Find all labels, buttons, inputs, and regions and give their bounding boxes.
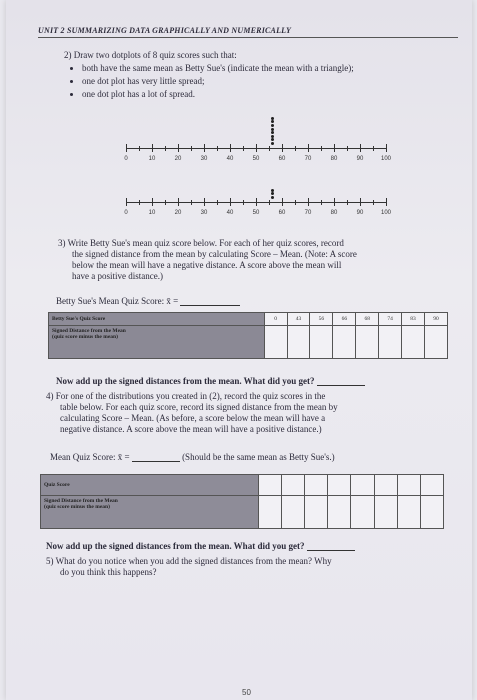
axis-tick-label: 80 [330, 156, 338, 162]
axis-tick-label: 10 [148, 156, 156, 162]
axis-tick-label: 50 [252, 156, 260, 162]
score-cell: 0 [264, 313, 287, 326]
bullet-1: • both have the same mean as Betty Sue's (indicate the mean with a triangle); [82, 63, 444, 74]
axis-minor-tick [165, 200, 166, 205]
score-cell: 68 [356, 313, 379, 326]
score-cell[interactable] [305, 475, 328, 496]
axis-tick-label: 100 [380, 156, 392, 162]
axis-tick [178, 198, 179, 206]
dotplot-dot [271, 192, 274, 195]
distance-cell[interactable] [374, 496, 397, 529]
distance-cell[interactable] [333, 326, 356, 359]
quiz-score-table [40, 474, 444, 529]
axis-tick-label: 30 [200, 156, 208, 162]
score-cell[interactable] [258, 475, 281, 496]
axis-tick [126, 198, 127, 206]
add-up-blank-1[interactable] [317, 377, 365, 386]
question-5 [46, 556, 444, 578]
axis-tick [126, 144, 127, 152]
axis-tick-label: 0 [124, 156, 128, 162]
question-2-prompt: 2) Draw two dotplots of 8 quiz scores such that: [64, 50, 237, 60]
distance-cell[interactable] [356, 326, 379, 359]
row-header-quiz-score: Betty Sue's Quiz Score [49, 313, 265, 326]
betty-mean-label: Betty Sue's Mean Quiz Score: x̄ = [56, 296, 179, 306]
axis-minor-tick [243, 200, 244, 205]
axis-tick [334, 144, 335, 152]
dotplot-dot [271, 124, 274, 127]
axis-tick-label: 70 [304, 210, 312, 216]
distance-cell[interactable] [397, 496, 420, 529]
axis-minor-tick [243, 146, 244, 151]
axis-tick-label: 90 [356, 210, 364, 216]
dotplot-dot [271, 142, 274, 145]
question-4-first: 4) For one of the distributions you created in (2), record the quiz scores in the [46, 391, 326, 401]
add-up-prompt-2 [46, 541, 355, 551]
axis-tick [360, 198, 361, 206]
score-cell[interactable] [351, 475, 374, 496]
axis-tick-label: 30 [200, 210, 208, 216]
axis-tick [152, 144, 153, 152]
score-cell[interactable] [397, 475, 420, 496]
question-4-line-3: negative distance. A score above the mean will have a positive distance.) [60, 424, 322, 434]
axis-tick [256, 144, 257, 152]
axis-tick [230, 198, 231, 206]
axis-tick-label: 90 [356, 156, 364, 162]
table-row [49, 313, 448, 326]
distance-cell[interactable] [420, 496, 443, 529]
axis-tick [152, 198, 153, 206]
dotplot-dot [271, 138, 274, 141]
axis-tick [386, 198, 387, 206]
dotplot-little-spread [116, 126, 396, 166]
question-3-line-1: the signed distance from the mean by calculating Score – Mean. (Note: A score [72, 249, 357, 259]
axis-minor-tick [295, 146, 296, 151]
score-cell[interactable] [281, 475, 304, 496]
axis-tick-label: 80 [330, 210, 338, 216]
dotplot-dot [271, 196, 274, 199]
distance-cell[interactable] [402, 326, 425, 359]
axis-minor-tick [165, 146, 166, 151]
row-header-quiz-score: Quiz Score [41, 475, 259, 496]
row-header-subtitle: (quiz score minus the mean) [44, 504, 110, 510]
add-up-blank-2[interactable] [307, 542, 355, 551]
axis-minor-tick [347, 146, 348, 151]
axis-tick [386, 144, 387, 152]
question-4 [46, 391, 444, 435]
distance-cell[interactable] [305, 496, 328, 529]
mean-quiz-blank[interactable] [132, 453, 180, 462]
score-cell: 56 [310, 313, 333, 326]
page-number: 50 [242, 688, 251, 697]
distance-cell[interactable] [310, 326, 333, 359]
question-3-line-2: below the mean will have a negative distance. A score above the mean will [72, 260, 342, 270]
axis-tick [282, 198, 283, 206]
question-3-text: 3) Write Betty Sue's mean quiz score below. For each of her quiz scores, record [58, 238, 344, 248]
mean-quiz-label: Mean Quiz Score: x̄ = [50, 452, 130, 462]
axis-minor-tick [139, 200, 140, 205]
axis-minor-tick [217, 146, 218, 151]
axis-tick-label: 50 [252, 210, 260, 216]
axis-tick-label: 60 [278, 210, 286, 216]
dotplot-dot [271, 189, 274, 192]
add-up-text-2: Now add up the signed distances from the mean. What did you get? [46, 541, 305, 551]
axis-minor-tick [269, 146, 270, 151]
score-cell: 90 [424, 313, 447, 326]
axis-tick-label: 60 [278, 156, 286, 162]
table-row [41, 496, 444, 529]
axis-tick [178, 144, 179, 152]
distance-cell[interactable] [351, 496, 374, 529]
score-cell[interactable] [328, 475, 351, 496]
bullet-3: • one dot plot has a lot of spread. [82, 89, 444, 100]
question-5-second: do you think this happens? [60, 567, 157, 577]
axis-tick [360, 144, 361, 152]
axis-minor-tick [373, 146, 374, 151]
dotplot-dot [271, 117, 274, 120]
axis-tick [230, 144, 231, 152]
distance-cell[interactable] [287, 326, 310, 359]
betty-score-table [48, 312, 448, 359]
question-2-bullets [82, 63, 444, 100]
dotplot-dot [271, 128, 274, 131]
dotplot-dot [271, 120, 274, 123]
dotplot-lot-of-spread [116, 180, 396, 220]
axis-tick [204, 144, 205, 152]
score-cell[interactable] [420, 475, 443, 496]
axis-minor-tick [191, 146, 192, 151]
axis-tick [256, 198, 257, 206]
mean-quiz-note: (Should be the same mean as Betty Sue's.) [182, 452, 335, 462]
question-2 [64, 50, 444, 102]
distance-cell[interactable] [328, 496, 351, 529]
add-up-prompt-1 [56, 376, 365, 386]
axis-tick-label: 20 [174, 156, 182, 162]
dotplot-dot [271, 131, 274, 134]
axis-tick [204, 198, 205, 206]
distance-cell[interactable] [379, 326, 402, 359]
table-row [41, 475, 444, 496]
axis-tick-label: 20 [174, 210, 182, 216]
bullet-2: • one dot plot has very little spread; [82, 76, 444, 87]
question-5-first: 5) What do you notice when you add the signed distances from the mean? Why [46, 556, 332, 566]
betty-mean-line [56, 296, 240, 306]
question-3-line-3: have a positive distance.) [72, 271, 163, 281]
axis-tick-label: 70 [304, 156, 312, 162]
score-cell: 43 [287, 313, 310, 326]
worksheet-page [6, 0, 472, 700]
axis-minor-tick [139, 146, 140, 151]
axis-minor-tick [295, 200, 296, 205]
score-cell[interactable] [374, 475, 397, 496]
betty-mean-blank[interactable] [180, 297, 240, 306]
axis-minor-tick [217, 200, 218, 205]
distance-cell[interactable] [258, 496, 281, 529]
question-4-line-2: calculating Score – Mean. (As before, a score below the mean will have a [60, 413, 326, 423]
score-cell: 74 [379, 313, 402, 326]
score-cell: 66 [333, 313, 356, 326]
axis-minor-tick [269, 200, 270, 205]
table-row [49, 326, 448, 359]
axis-minor-tick [373, 200, 374, 205]
mean-quiz-score-line [50, 452, 335, 462]
axis-minor-tick [191, 200, 192, 205]
axis-tick [334, 198, 335, 206]
axis-tick-label: 100 [380, 210, 392, 216]
axis-tick-label: 10 [148, 210, 156, 216]
dotplot-dot [271, 135, 274, 138]
row-header-subtitle: (quiz score minus the mean) [52, 334, 118, 340]
distance-cell[interactable] [424, 326, 447, 359]
distance-cell[interactable] [264, 326, 287, 359]
axis-tick-label: 40 [226, 210, 234, 216]
row-header-title: Signed Distance from the Mean [44, 498, 118, 504]
unit-title: UNIT 2 SUMMARIZING DATA GRAPHICALLY AND NUMERICALLY [38, 26, 458, 38]
score-cell: 83 [402, 313, 425, 326]
add-up-text-1: Now add up the signed distances from the mean. What did you get? [56, 376, 315, 386]
distance-cell[interactable] [281, 496, 304, 529]
axis-tick-label: 40 [226, 156, 234, 162]
row-header-signed-distance [41, 496, 259, 529]
axis-tick [308, 198, 309, 206]
axis-tick [308, 144, 309, 152]
question-3 [58, 238, 443, 282]
row-header-signed-distance [49, 326, 265, 359]
axis-minor-tick [347, 200, 348, 205]
axis-tick-label: 0 [124, 210, 128, 216]
axis-minor-tick [321, 200, 322, 205]
row-header-title: Signed Distance from the Mean [52, 328, 126, 334]
question-4-line-1: table below. For each quiz score, record its signed distance from the mean by [60, 402, 338, 412]
axis-minor-tick [321, 146, 322, 151]
axis-tick [282, 144, 283, 152]
